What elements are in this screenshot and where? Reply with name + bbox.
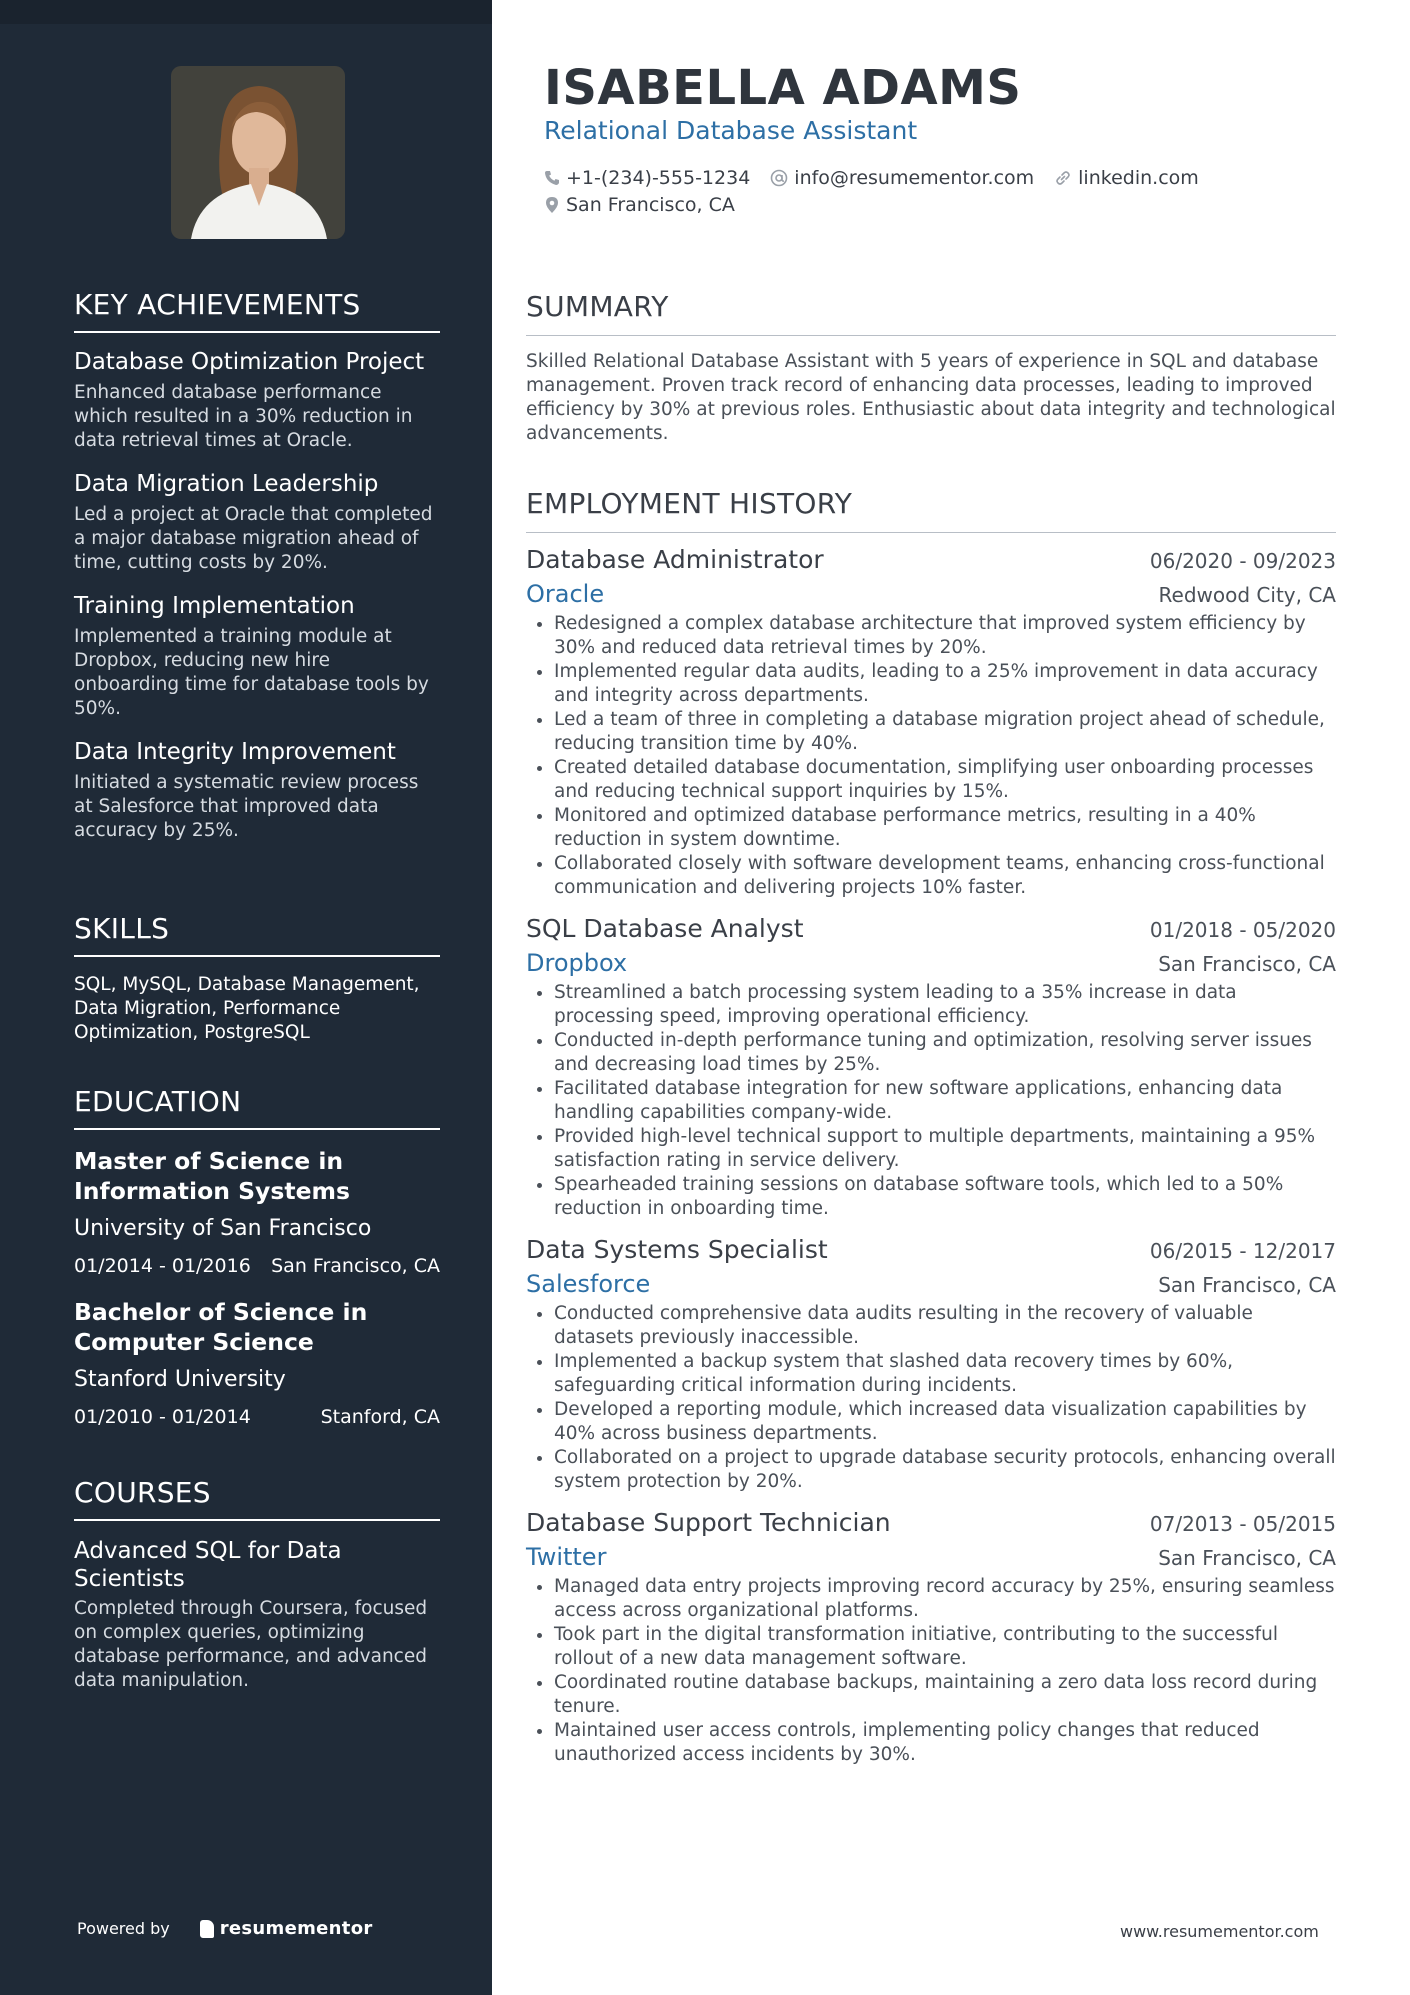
powered-by-label: Powered by [77, 1919, 170, 1938]
job-bullet: • Collaborated closely with software development teams, enhancing cross-functional communication and delivering projects 10% faster. [554, 852, 1336, 900]
summary-text: Skilled Relational Database Assistant with 5 years of experience in SQL and database management. Proven track record of enhancing data processes, leading to improved efficiency by 30% at previous roles. Enthusiastic about data integrity and technological advancements. [526, 351, 1336, 444]
sidebar-top-bar [0, 0, 492, 24]
job-company: Salesforce [526, 1270, 651, 1298]
job-title: Database Administrator [526, 545, 824, 574]
courses-heading: COURSES [74, 1476, 440, 1521]
job-bullet: • Implemented a backup system that slashed data recovery times by 60%, safeguarding critical information during incidents. [554, 1350, 1336, 1398]
summary-section [526, 290, 1336, 446]
job-bullets [526, 1302, 1336, 1494]
candidate-name: ISABELLA ADAMS [544, 60, 1022, 116]
education-heading: EDUCATION [74, 1085, 440, 1130]
location-pin-icon [544, 196, 560, 214]
achievement-description: Led a project at Oracle that completed a major database migration ahead of time, cutting costs by 20%. [74, 504, 433, 573]
key-achievements-heading: KEY ACHIEVEMENTS [74, 288, 440, 333]
job-entry [526, 1235, 1336, 1494]
email-text: info@resumementor.com [794, 166, 1035, 189]
job-dates: 01/2018 - 05/2020 [1149, 918, 1336, 942]
education-school: Stanford University [74, 1367, 286, 1392]
job-bullet: • Monitored and optimized database performance metrics, resulting in a 40% reduction in system downtime. [554, 804, 1336, 852]
linkedin-text: linkedin.com [1078, 166, 1199, 189]
job-bullet: • Redesigned a complex database architecture that improved system efficiency by 30% and reduced data retrieval times by 20%. [554, 612, 1336, 660]
job-bullet: • Maintained user access controls, implementing policy changes that reduced unauthorized access incidents by 30%. [554, 1719, 1336, 1767]
job-bullet: • Coordinated routine database backups, maintaining a zero data loss record during tenure. [554, 1671, 1336, 1719]
achievement-description: Implemented a training module at Dropbox, reducing new hire onboarding time for database tools by 50%. [74, 626, 429, 719]
job-bullets [526, 981, 1336, 1221]
job-title: Data Systems Specialist [526, 1235, 828, 1264]
education-dates: 01/2014 - 01/2016 [74, 1255, 251, 1277]
achievement-item [74, 471, 440, 575]
job-entry [526, 914, 1336, 1221]
job-location: Redwood City, CA [1158, 583, 1336, 607]
contact-linkedin[interactable] [1054, 167, 1199, 189]
job-company: Dropbox [526, 949, 628, 977]
contact-location [544, 194, 735, 216]
job-bullet: • Provided high-level technical support to multiple departments, maintaining a 95% satisfaction rating in service delivery. [554, 1125, 1336, 1173]
education-degree: Bachelor of Science in Computer Science [74, 1298, 368, 1356]
achievement-title: Training Implementation [74, 593, 355, 619]
education-section [74, 1085, 440, 1428]
job-bullet: • Conducted in-depth performance tuning and optimization, resolving server issues and decreasing load times by 25%. [554, 1029, 1336, 1077]
skills-list: SQL, MySQL, Database Management, Data Migration, Performance Optimization, PostgreSQL [74, 974, 420, 1043]
education-dates: 01/2010 - 01/2014 [74, 1406, 251, 1428]
job-bullet: • Developed a reporting module, which increased data visualization capabilities by 40% across business departments. [554, 1398, 1336, 1446]
job-entry [526, 545, 1336, 900]
course-item [74, 1537, 440, 1693]
achievement-title: Data Integrity Improvement [74, 739, 396, 765]
achievement-title: Database Optimization Project [74, 349, 425, 375]
job-bullet: • Facilitated database integration for new software applications, enhancing data handling capabilities company-wide. [554, 1077, 1336, 1125]
contact-phone[interactable] [544, 167, 750, 189]
job-location: San Francisco, CA [1158, 1546, 1336, 1570]
job-bullet: • Took part in the digital transformation initiative, contributing to the successful rollout of a new data management software. [554, 1623, 1336, 1671]
job-title: Database Support Technician [526, 1508, 891, 1537]
job-bullets [526, 1575, 1336, 1767]
key-achievements-section [74, 288, 440, 861]
education-degree: Master of Science in Information Systems [74, 1147, 350, 1205]
education-location: Stanford, CA [320, 1406, 440, 1428]
education-item [74, 1146, 440, 1277]
phone-text: +1-(234)-555-1234 [566, 166, 751, 189]
summary-heading: SUMMARY [526, 290, 1336, 336]
job-bullet: • Created detailed database documentation, simplifying user onboarding processes and reducing technical support inquiries by 15%. [554, 756, 1336, 804]
brand-name: resumementor [219, 1918, 373, 1939]
job-company: Twitter [526, 1543, 607, 1571]
courses-section [74, 1476, 440, 1693]
profile-photo [171, 66, 345, 239]
achievement-description: Enhanced database performance which resulted in a 30% reduction in data retrieval times at Oracle. [74, 382, 413, 451]
course-description: Completed through Coursera, focused on complex queries, optimizing database performance, and advanced data manipulation. [74, 1598, 428, 1691]
brand-logo[interactable] [200, 1918, 373, 1939]
location-text: San Francisco, CA [566, 193, 735, 216]
achievement-item [74, 593, 440, 721]
candidate-role: Relational Database Assistant [544, 116, 918, 145]
education-item [74, 1297, 440, 1428]
website-link[interactable]: www.resumementor.com [1120, 1922, 1319, 1941]
job-bullet: • Implemented regular data audits, leading to a 25% improvement in data accuracy and integrity across departments. [554, 660, 1336, 708]
job-location: San Francisco, CA [1158, 952, 1336, 976]
achievement-item [74, 739, 440, 843]
sidebar [0, 0, 492, 1995]
job-dates: 06/2015 - 12/2017 [1149, 1239, 1336, 1263]
job-dates: 07/2013 - 05/2015 [1149, 1512, 1336, 1536]
contact-info [544, 164, 1344, 218]
job-bullet: • Led a team of three in completing a database migration project ahead of schedule, reducing transition time by 40%. [554, 708, 1336, 756]
contact-email[interactable] [770, 167, 1034, 189]
phone-icon [544, 170, 560, 186]
skills-heading: SKILLS [74, 912, 440, 957]
course-title: Advanced SQL for Data Scientists [74, 1538, 342, 1592]
brand-logo-icon [200, 1920, 214, 1938]
skills-section [74, 912, 440, 1045]
job-bullet: • Conducted comprehensive data audits resulting in the recovery of valuable datasets previously inaccessible. [554, 1302, 1336, 1350]
achievement-item [74, 349, 440, 453]
job-title: SQL Database Analyst [526, 914, 804, 943]
job-company: Oracle [526, 580, 605, 608]
at-sign-icon [770, 169, 788, 187]
employment-history-section [526, 487, 1336, 1767]
link-icon [1054, 169, 1072, 187]
powered-by [77, 1918, 373, 1939]
education-school: University of San Francisco [74, 1216, 372, 1241]
main-content [492, 0, 1410, 1995]
job-bullet: • Spearheaded training sessions on database software tools, which led to a 50% reduction in onboarding time. [554, 1173, 1336, 1221]
job-bullet: • Collaborated on a project to upgrade database security protocols, enhancing overall system protection by 20%. [554, 1446, 1336, 1494]
job-bullets [526, 612, 1336, 900]
job-dates: 06/2020 - 09/2023 [1149, 549, 1336, 573]
education-location: San Francisco, CA [271, 1255, 440, 1277]
job-bullet: • Streamlined a batch processing system leading to a 35% increase in data processing speed, improving operational efficiency. [554, 981, 1336, 1029]
job-bullet: • Managed data entry projects improving record accuracy by 25%, ensuring seamless access across organizational platforms. [554, 1575, 1336, 1623]
achievement-title: Data Migration Leadership [74, 471, 379, 497]
job-location: San Francisco, CA [1158, 1273, 1336, 1297]
job-entry [526, 1508, 1336, 1767]
employment-history-heading: EMPLOYMENT HISTORY [526, 487, 1336, 533]
achievement-description: Initiated a systematic review process at Salesforce that improved data accuracy by 25%. [74, 772, 419, 841]
